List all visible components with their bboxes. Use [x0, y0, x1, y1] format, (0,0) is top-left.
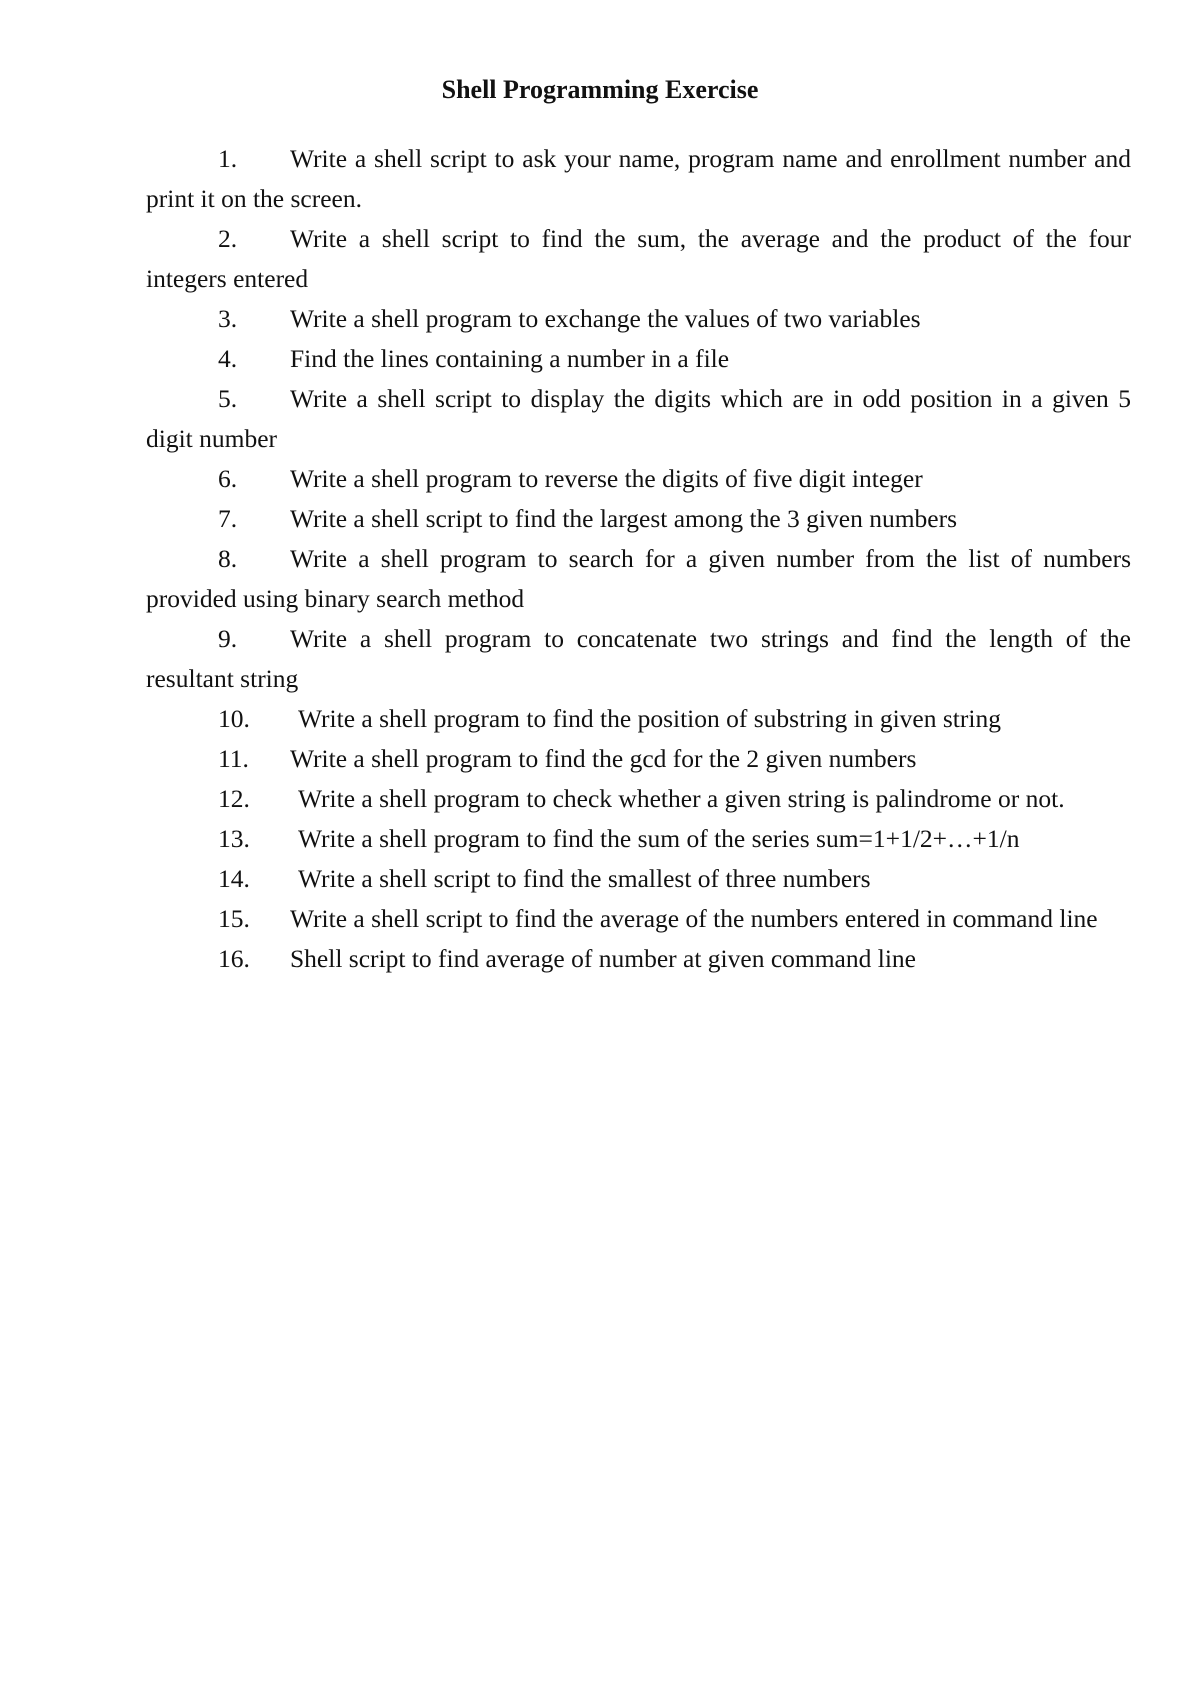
item-text: Write a shell program to concatenate two strings and find the length of the resultant string: [146, 624, 1131, 693]
item-text: Write a shell script to find the smallest of three numbers: [298, 864, 871, 893]
item-number: 1.: [218, 144, 238, 173]
list-item: [146, 139, 1131, 219]
item-text: Write a shell script to find the largest among the 3 given numbers: [290, 504, 958, 533]
item-number: 4.: [218, 344, 238, 373]
item-text: Shell script to find average of number at given command line: [290, 944, 916, 973]
item-text: Write a shell program to find the sum of the series sum=1+1/2+…+1/n: [298, 824, 1020, 853]
item-number: 3.: [218, 304, 238, 333]
list-item: [146, 379, 1131, 459]
list-item: [146, 779, 1131, 819]
item-number: 15.: [218, 904, 250, 933]
list-item: [146, 219, 1131, 299]
item-text: Write a shell program to find the gcd for the 2 given numbers: [290, 744, 917, 773]
item-number: 6.: [218, 464, 238, 493]
list-item: [146, 739, 1131, 779]
page-title: Shell Programming Exercise: [441, 75, 759, 104]
item-text: Write a shell script to find the average of the numbers entered in command line: [290, 904, 1098, 933]
item-text: Write a shell script to display the digits which are in odd position in a given 5 digit number: [146, 384, 1131, 453]
list-item: [146, 939, 1131, 979]
item-number: 2.: [218, 224, 238, 253]
item-number: 5.: [218, 384, 238, 413]
item-number: 7.: [218, 504, 238, 533]
list-item: [146, 899, 1131, 939]
exercise-list: [146, 139, 1131, 979]
item-text: Write a shell script to find the sum, the average and the product of the four integers entered: [146, 224, 1131, 293]
item-number: 9.: [218, 624, 238, 653]
item-number: 14.: [218, 864, 250, 893]
item-number: 11.: [218, 744, 249, 773]
list-item: [146, 699, 1131, 739]
item-number: 12.: [218, 784, 250, 813]
list-item: [146, 459, 1131, 499]
item-text: Write a shell program to check whether a given string is palindrome or not.: [298, 784, 1065, 813]
list-item: [146, 299, 1131, 339]
item-text: Write a shell program to search for a given number from the list of numbers provided using binary search method: [146, 544, 1131, 613]
list-item: [146, 859, 1131, 899]
list-item: [146, 619, 1131, 699]
list-item: [146, 819, 1131, 859]
item-number: 13.: [218, 824, 250, 853]
item-text: Find the lines containing a number in a file: [290, 344, 730, 373]
item-number: 16.: [218, 944, 250, 973]
item-number: 10.: [218, 704, 250, 733]
item-number: 8.: [218, 544, 238, 573]
item-text: Write a shell program to exchange the values of two variables: [290, 304, 921, 333]
list-item: [146, 499, 1131, 539]
item-text: Write a shell script to ask your name, program name and enrollment number and print it on the screen.: [146, 144, 1131, 213]
list-item: [146, 539, 1131, 619]
list-item: [146, 339, 1131, 379]
item-text: Write a shell program to reverse the digits of five digit integer: [290, 464, 923, 493]
item-text: Write a shell program to find the position of substring in given string: [298, 704, 1001, 733]
